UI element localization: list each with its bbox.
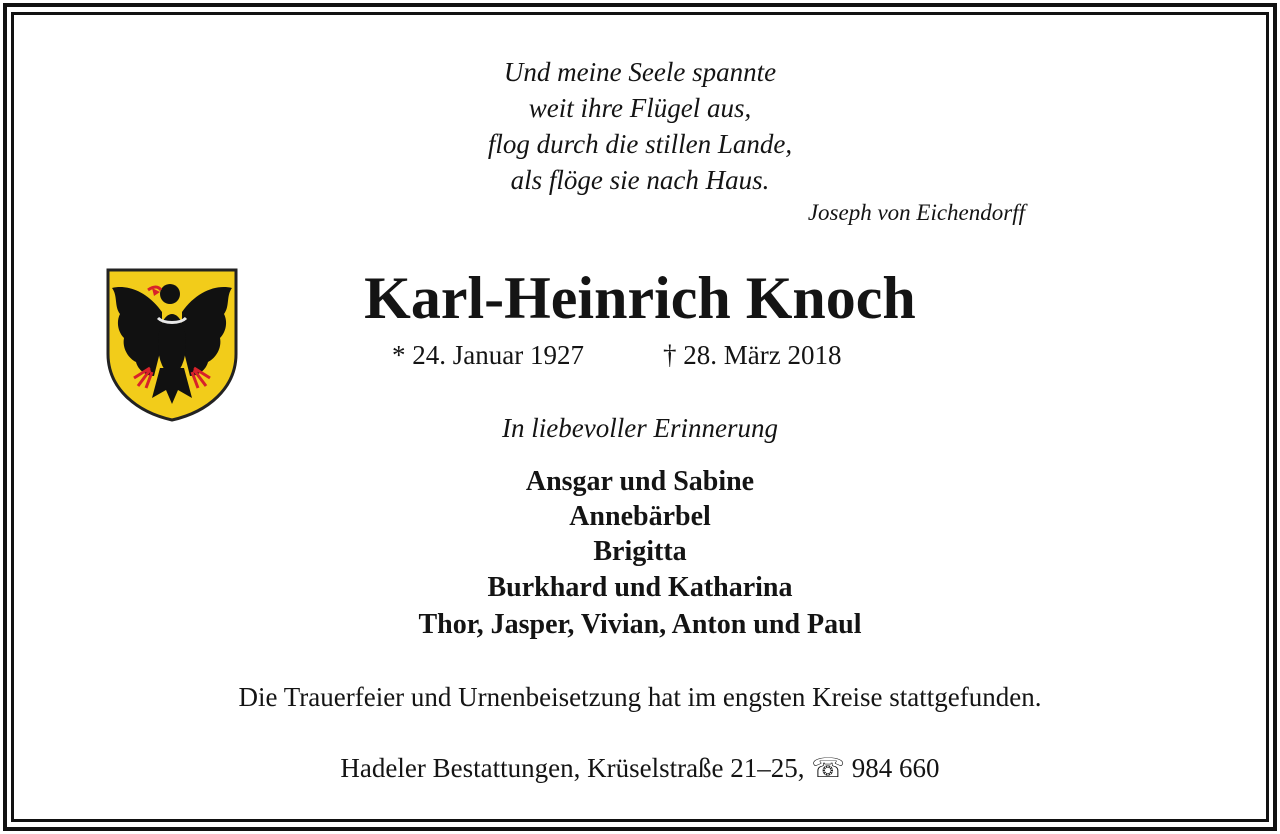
poem-line: flog durch die stillen Lande, — [487, 129, 793, 159]
poem-line: weit ihre Flügel aus, — [528, 93, 752, 123]
mourner: Burkhard und Katharina — [487, 572, 793, 603]
mourner: Ansgar und Sabine — [525, 466, 755, 497]
poem-author: Joseph von Eichendorff — [807, 200, 1025, 225]
mourner: Thor, Jasper, Vivian, Anton und Paul — [418, 609, 862, 640]
deceased-name: Karl-Heinrich Knoch — [364, 265, 916, 331]
poem-line: als flöge sie nach Haus. — [510, 165, 770, 195]
memorial-line: In liebevoller Erinnerung — [502, 413, 778, 443]
death-date: † 28. März 2018 — [663, 340, 842, 370]
eagle-coat-of-arms-icon — [104, 266, 240, 424]
poem-line: Und meine Seele spannte — [503, 57, 777, 87]
funeral-home-contact: Hadeler Bestattungen, Krüselstraße 21–25, ☏ 984 660 — [340, 753, 940, 783]
birth-date: * 24. Januar 1927 — [392, 340, 584, 370]
ceremony-note: Die Trauerfeier und Urnenbeisetzung hat im engsten Kreise stattgefunden. — [238, 682, 1042, 712]
mourner: Annebärbel — [569, 501, 711, 532]
mourner: Brigitta — [593, 536, 687, 567]
